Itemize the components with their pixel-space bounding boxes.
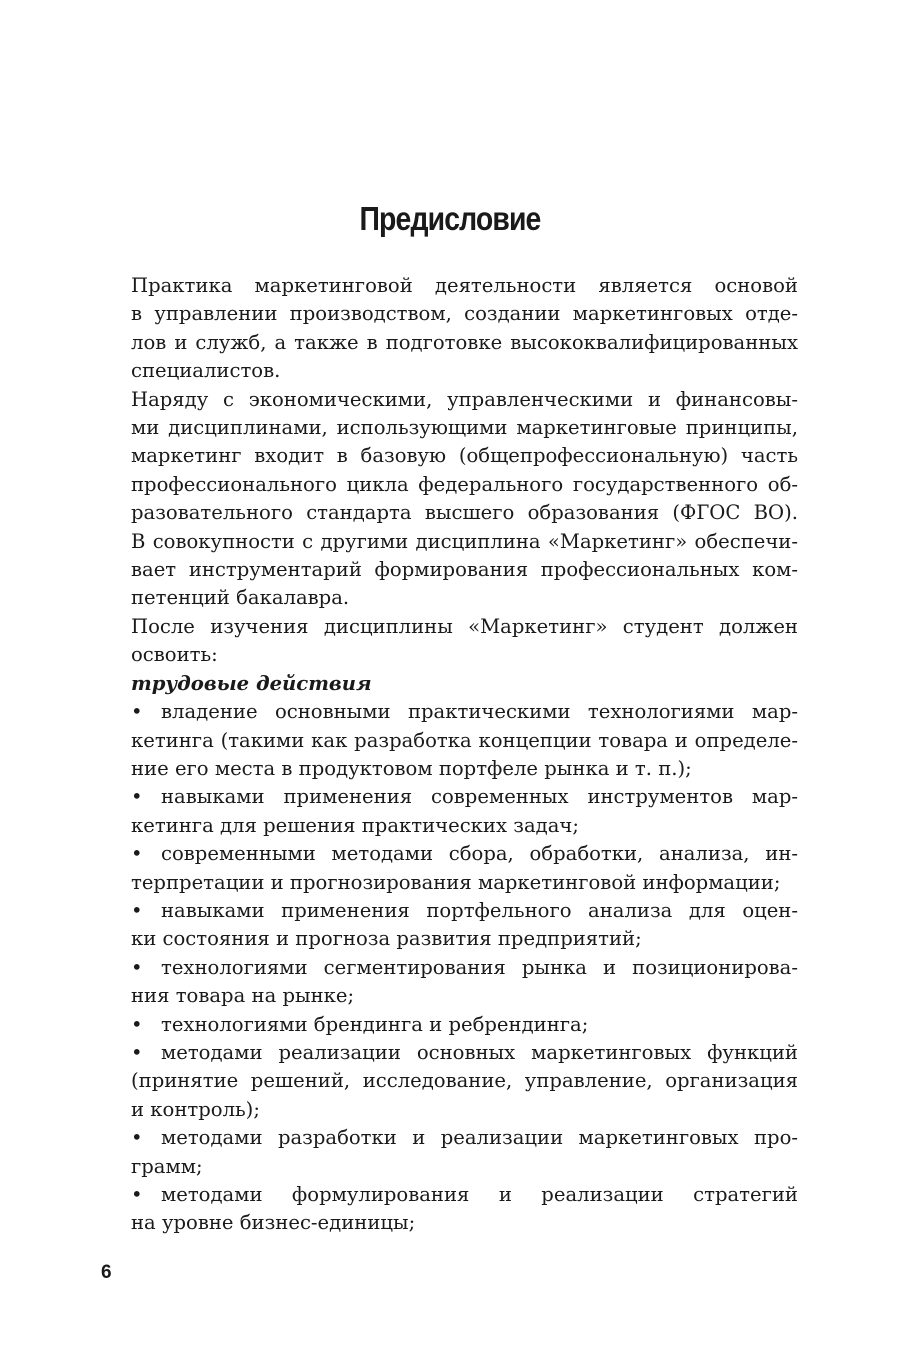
bullet-icon: • [131,842,143,866]
text-line: (принятие решений, исследование, управление, организация [131,1069,798,1093]
bullet-icon: • [131,785,143,809]
page-number: 6 [101,1262,112,1283]
text-line: ми дисциплинами, использующими маркетинговые принципы, [131,416,798,440]
list-item: • методами формулирования и реализации стратегий [131,1181,798,1209]
list-item: • навыками применения современных инструментов мар- [131,783,798,811]
text-line: После изучения дисциплины «Маркетинг» студент должен [131,614,798,638]
text-line: грамм; [131,1154,203,1178]
list-item: • технологиями брендинга и ребрендинга; [131,1011,798,1039]
list-item: • навыками применения портфельного анализа для оцен- [131,897,798,925]
text-line: в управлении производством, создании маркетинговых отде- [131,302,798,326]
list-item: • владение основными практическими технологиями мар- [131,698,798,726]
text-line: вает инструментарий формирования профессиональных ком- [131,558,798,582]
bullet-icon: • [131,1012,143,1036]
bullet-icon: • [131,1126,143,1150]
bullet-icon: • [131,955,143,979]
text-line: лов и служб, а также в подготовке высококвалифицированных [131,330,798,354]
text-line: петенций бакалавра. [131,586,350,610]
text-line: разовательного стандарта высшего образования (ФГОС ВО). [131,501,798,525]
text-line: профессионального цикла федерального государственного об- [131,472,798,496]
text-line: ния товара на рынке; [131,984,355,1008]
text-line: кетинга (такими как разработка концепции товара и определе- [131,728,798,752]
text-line: специалистов. [131,359,281,383]
text-line: Практика маркетинговой деятельности является основой [131,274,798,297]
bullet-icon: • [131,1183,143,1206]
text-line: ние его места в продуктовом портфеле рынка и т. п.); [131,756,692,780]
list-item: • методами разработки и реализации маркетинговых про- [131,1124,798,1152]
list-item: • современными методами сбора, обработки, анализа, ин- [131,840,798,868]
bullet-icon: • [131,700,143,724]
section-subheading: трудовые действия [131,671,372,695]
text-line: маркетинг входит в базовую (общепрофессиональную) часть [131,444,798,468]
page-title: Предисловие [359,200,541,237]
bullet-icon: • [131,1040,143,1064]
body-text [131,272,798,1238]
text-line: освоить: [131,643,218,667]
text-line: Наряду с экономическими, управленческими и финансовы- [131,387,798,411]
bullet-icon: • [131,898,143,922]
text-line: В совокупности с другими дисциплина «Маркетинг» обеспечи- [131,529,798,553]
text-line: терпретации и прогнозирования маркетинговой информации; [131,870,781,894]
list-item: • технологиями сегментирования рынка и позиционирова- [131,954,798,982]
text-line: кетинга для решения практических задач; [131,813,579,837]
text-line: на уровне бизнес-единицы; [131,1211,416,1235]
text-line: и контроль); [131,1097,260,1121]
list-item: • методами реализации основных маркетинговых функций [131,1039,798,1067]
text-line: ки состояния и прогноза развития предприятий; [131,927,642,951]
